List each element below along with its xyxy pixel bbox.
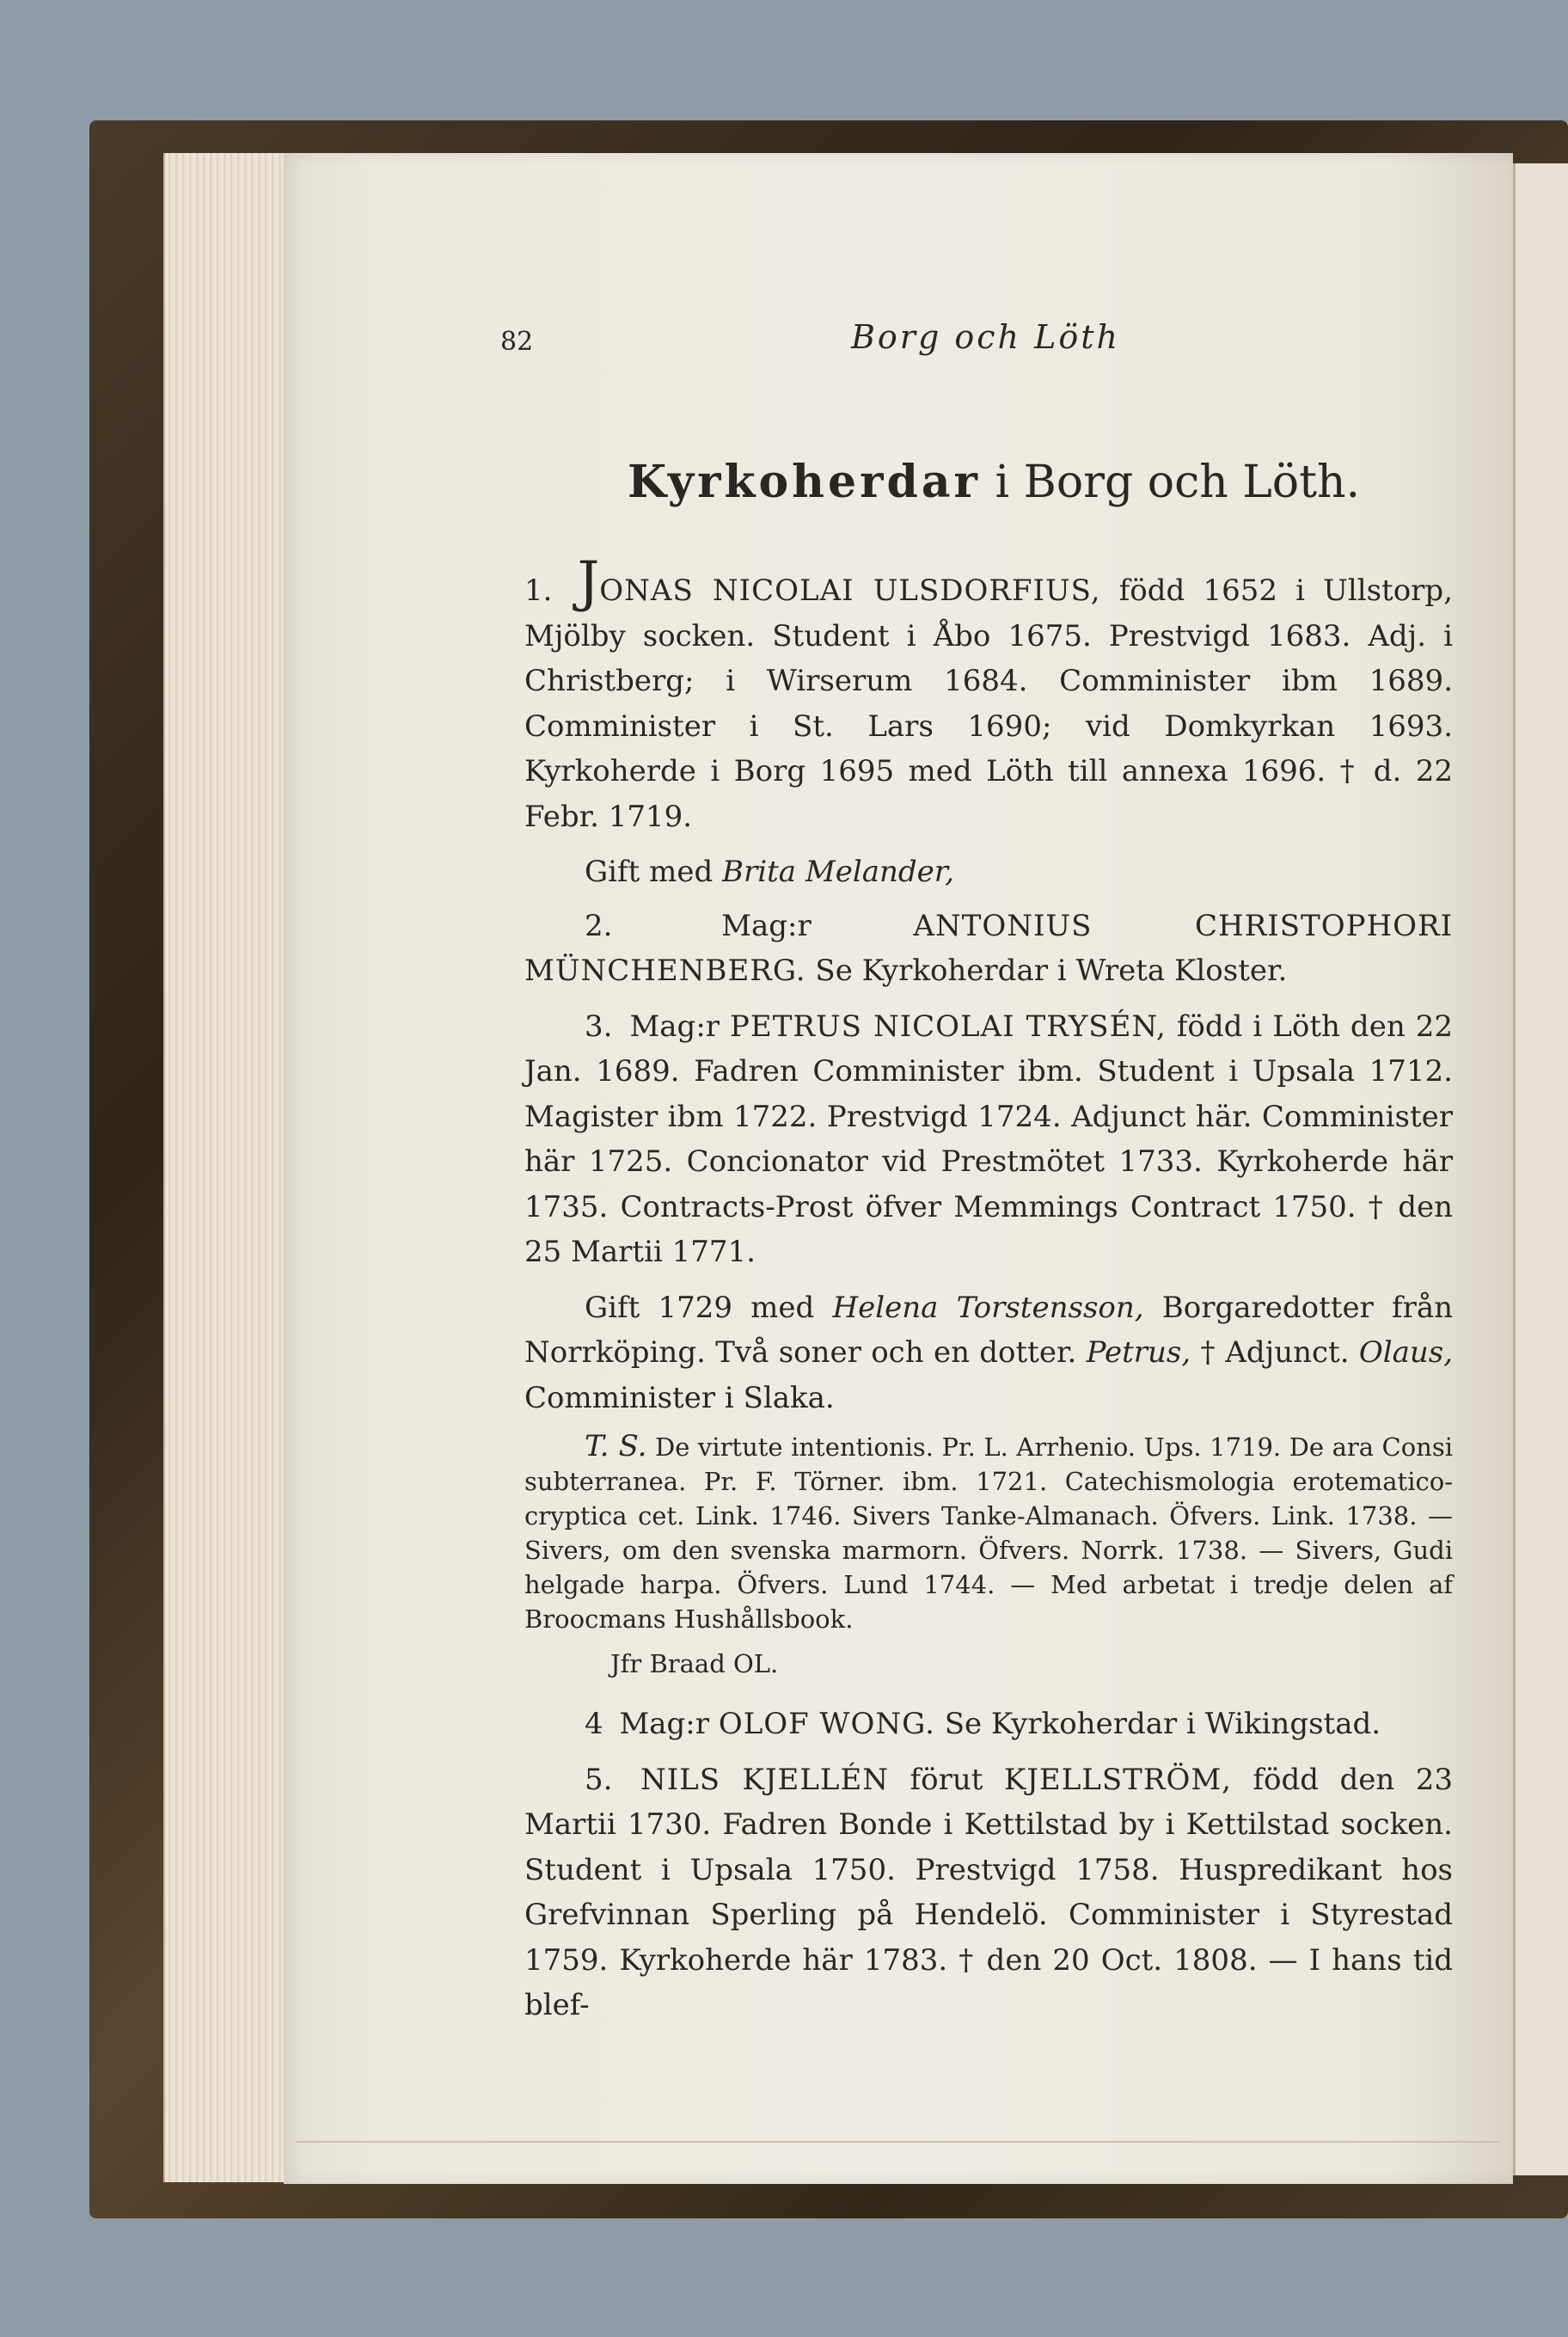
section-heading [628, 456, 1453, 508]
marriage-prefix: Gift 1729 med [585, 1290, 833, 1325]
entry-name: NILS KJELLÉN [640, 1762, 890, 1797]
running-head [500, 318, 1453, 370]
entry-number: 4 [585, 1707, 603, 1741]
son-name: Olaus, [1358, 1335, 1453, 1370]
marriage-prefix: Gift med [585, 855, 723, 889]
entry-2 [524, 904, 1453, 994]
entry-text: Se Kyrkoherdar i Wreta Kloster. [805, 954, 1288, 988]
writings-text: De virtute intentionis. Pr. L. Arrhenio. Ups. 1719. De ara Consi subterranea. Pr. F. Törner. ibm. 1721. Catechismologia erotematico-cryptica cet. Link. 1746. Sivers Tanke-Almanach. Öfvers. Link. 1738. — Sivers, om den svenska marmorn. Öfvers. Norrk. 1738. — Sivers, Gudi helgade harpa. Öfvers. Lund 1744. — Med arbetat i tredje delen af Broocmans Hushållsbook. [524, 1432, 1454, 1634]
drop-initial: J [577, 550, 600, 614]
entry-title: Mag:r [619, 1707, 710, 1741]
son-name: Petrus, [1086, 1335, 1191, 1370]
entry-3-reference: Jfr Braad OL. [610, 1649, 779, 1678]
entry-text: förut [889, 1762, 1004, 1797]
entry-name: ANTONIUS CHRISTOPHORI MÜNCHENBERG. [524, 908, 1454, 988]
spouse-name: Helena Torstensson, [832, 1290, 1144, 1325]
entry-number: 2. [585, 908, 613, 943]
page-bottom-rule [297, 2141, 1500, 2143]
entry-former-name: KJELLSTRÖM, [1003, 1762, 1232, 1797]
entry-3-marriage [524, 1285, 1453, 1421]
section-heading-bold: Kyrkoherdar [628, 456, 981, 508]
entry-name: PETRUS NICOLAI TRYSÉN, [730, 1009, 1167, 1044]
entry-1-marriage [524, 850, 1453, 895]
entry-text: född den 23 Martii 1730. Fadren Bonde i Kettilstad by i Kettilstad socken. Student i Upsala 1750. Prestvigd 1758. Huspredikant hos Grefvinnan Sperling på Hendelö. Comminister i Styrestad 1759. Kyrkoherde här 1783. † den 20 Oct. 1808. — I hans tid blef- [524, 1762, 1454, 2022]
running-title: Borg och Löth [851, 318, 1120, 356]
entry-name: OLOF WONG. [718, 1707, 935, 1741]
entry-title: Mag:r [721, 908, 812, 943]
entry-title: Mag:r [629, 1009, 720, 1044]
entry-3 [524, 1004, 1453, 1275]
entry-text: född i Löth den 22 Jan. 1689. Fadren Comminister ibm. Student i Upsala 1712. Magister ibm 1722. Prestvigd 1724. Adjunct här. Comminister här 1725. Concionator vid Prestmötet 1733. Kyrkoherde här 1735. Contracts-Prost öfver Memmings Contract 1750. † den 25 Martii 1771. [524, 1009, 1453, 1269]
entry-4 [524, 1702, 1453, 1747]
page-content [500, 318, 1454, 2039]
entry-3-writings [524, 1429, 1453, 1636]
son-note: † Adjunct. [1191, 1335, 1359, 1370]
entry-1 [524, 550, 1453, 839]
entry-text: född 1652 i Ullstorp, Mjölby socken. Student i Åbo 1675. Prestvigd 1683. Adj. i Christberg; i Wirserum 1684. Comminister ibm 1689. Comminister i St. Lars 1690; vid Domkyrkan 1693. Kyrkoherde i Borg 1695 med Löth till annexa 1696. † d. 22 Febr. 1719. [524, 574, 1453, 834]
page-number: 82 [500, 327, 534, 357]
next-page-edge [1513, 163, 1568, 2175]
entry-name: ONAS NICOLAI ULSDORFIUS, [599, 574, 1101, 608]
entry-5 [524, 1757, 1453, 2028]
entry-number: 1. [524, 574, 553, 608]
marriage-text: Borgaredotter från Norrköping. Två soner och en dotter. [524, 1290, 1453, 1370]
page-edges [163, 153, 303, 2182]
entry-number: 5. [585, 1762, 613, 1797]
spouse-name: Brita Melander, [722, 855, 955, 889]
section-heading-rest: i Borg och Löth. [980, 457, 1361, 508]
entry-text: Se Kyrkoherdar i Wikingstad. [934, 1707, 1381, 1741]
son-note: Comminister i Slaka. [524, 1380, 835, 1415]
entry-number: 3. [585, 1009, 613, 1044]
writings-label: T. S. [585, 1429, 647, 1463]
